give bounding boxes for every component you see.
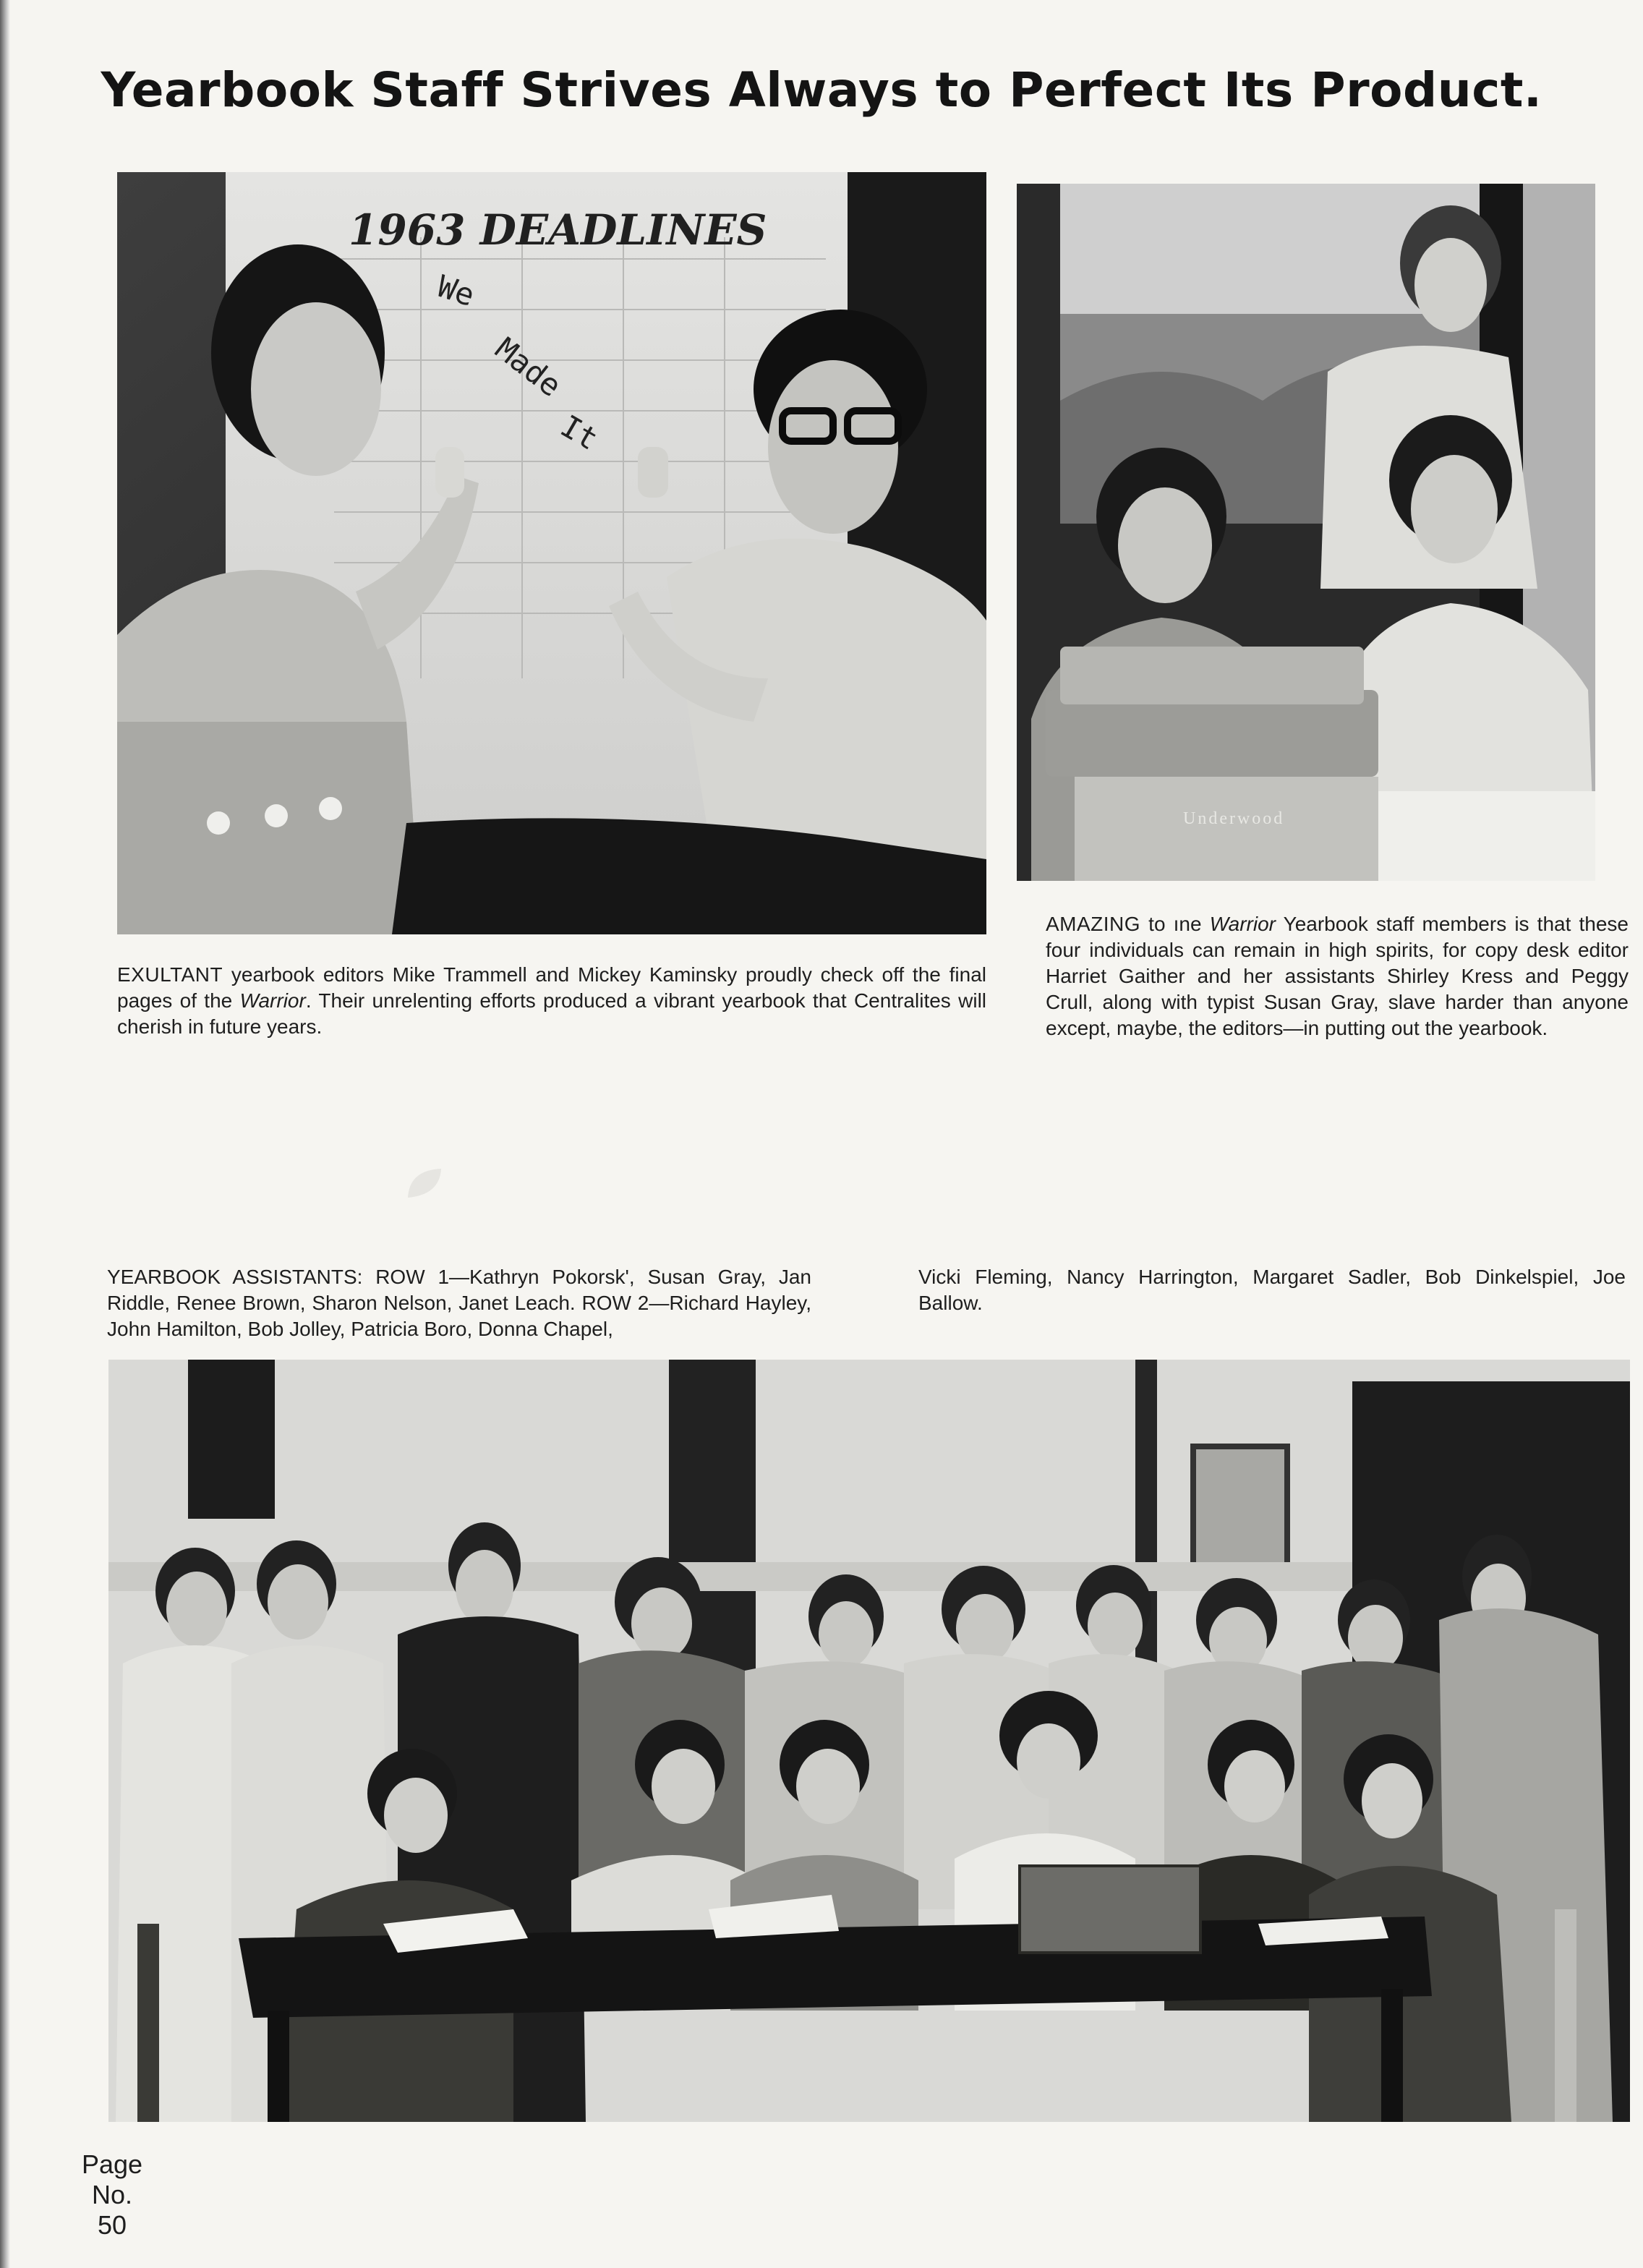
caption-typists-text-2: Yearbook staff members is that these four individuals can remain in high spirits, for copy desk editor Harriet Gaither and her assistants Shirley Kress and Peggy Crull, along with typist Susan Gray, slave harder than anyone except, maybe, the editors—in putting out the yearbook. — [1046, 913, 1629, 1039]
page-number-block — [78, 2149, 146, 2241]
board-scrawl-word-1: We — [432, 268, 479, 314]
caption-typists-italic: Warrior — [1209, 913, 1276, 935]
caption-assistants-col-2: Vicki Fleming, Nancy Harrington, Margaret Sadler, Bob Dinkelspiel, Joe Ballow. — [918, 1266, 1626, 1314]
page-number: 50 — [97, 2210, 127, 2240]
binding-shadow — [0, 0, 10, 2268]
caption-editors-italic: Warrior — [239, 989, 306, 1012]
photo-editors-image — [117, 172, 986, 934]
caption-assistants-col-1: YEARBOOK ASSISTANTS: ROW 1—Kathryn Pokorsk', Susan Gray, Jan Riddle, Renee Brown, Sharon Nelson, Janet Leach. ROW 2—Richard Hayley, John Hamilton, Bob Jolley, Patricia Boro, Donna Chapel, — [107, 1266, 811, 1340]
page-headline: Yearbook Staff Strives Always to Perfect Its Product. — [101, 62, 1542, 118]
faint-leaf-mark — [405, 1166, 444, 1201]
board-scrawl-word-2: Made — [488, 331, 568, 404]
board-scrawl-word-3: It — [555, 408, 605, 457]
caption-typists-lead: AMAZING — [1046, 913, 1141, 935]
page-label-word-2: No. — [91, 2180, 133, 2209]
caption-typists-text-1: to ıne — [1140, 913, 1210, 935]
photo-typists-image — [1017, 184, 1595, 881]
photo-assistants-group — [108, 1360, 1630, 2122]
photo-typists — [1017, 184, 1595, 881]
caption-editors-text-2: . Their unrelenting efforts produced a vibrant yearbook that Centralites will cherish in future years. — [117, 989, 987, 1038]
photo-assistants-image — [108, 1360, 1630, 2122]
caption-editors — [117, 962, 986, 1040]
page-label-word-1: Page — [81, 2149, 143, 2179]
board-heading: 1963 DEADLINES — [349, 205, 767, 255]
caption-editors-lead: EXULTANT — [117, 963, 223, 986]
caption-typists — [1046, 911, 1629, 1041]
typewriter-brand: Underwood — [1183, 809, 1285, 828]
photo-editors — [117, 172, 986, 934]
caption-editors-text-1: yearbook editors Mike Trammell and Mickey Kaminsky proudly check off the final pages of the — [117, 963, 986, 1012]
